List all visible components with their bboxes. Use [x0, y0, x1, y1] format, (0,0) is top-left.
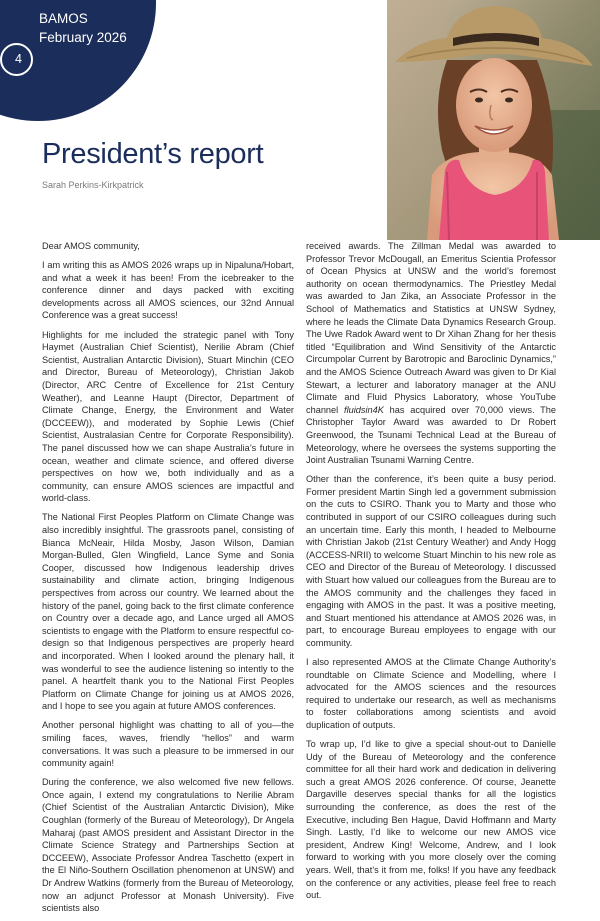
paragraph: I also represented AMOS at the Climate Change Authority’s roundtable on Climate Science and Modelling, where I advocated for the AMOS sciences and the resources required to undertake our research, as well as mechanisms to foster collaborations among scientists and avoid duplication of outputs.: [306, 657, 556, 730]
issue-date: February 2026: [39, 30, 127, 45]
paragraph: Dear AMOS community,: [42, 241, 140, 251]
page-number: 4: [0, 43, 33, 76]
author-name: Sarah Perkins-Kirkpatrick: [42, 180, 144, 190]
face-shape: [456, 58, 532, 152]
paragraph: Another personal highlight was chatting to all of you—the smiling faces, waves, friendly “hellos” and warm conversations. It was such a pleasure to be immersed in our community again!: [42, 720, 294, 769]
right-column: [306, 240, 556, 908]
paragraph: Other than the conference, it’s been quite a busy period. Former president Martin Singh led a government submission on the cuts to CSIRO. Thank you to Marty and those who contributed in support of our CSIRO colleagues during such an uncertain time. Early this month, I headed to Melbourne with Christian Jakob (21st Century Weather) and Andy Hogg (ACCESS-NRII) to welcome Stuart Minchin to his new role as CEO and Director of the Bureau of Meteorology. I discussed with Stuart how valued our colleagues from the Bureau are to the AMOS community and the challenges they faced in engaging with AMOS in the past. It was a positive meeting, and Stuart mentioned his attendance at AMOS 2026 was, in part, to encourage Bureau employees to engage with our community.: [306, 474, 556, 648]
org-name: BAMOS: [39, 11, 88, 26]
youtube-channel-name: fluidsin4K: [344, 404, 384, 415]
awards-text-start: received awards. The Zillman Medal was awarded to Professor Trevor McDougall, an Emeritus Scientia Professor of Ocean Physics at UNSW and the world’s foremost authority on ocean thermodynamics. The Priestley Medal was awarded to Jan Zika, an Associate Professor in the School of Mathematics and Statistics at UNSW Sydney, where he leads the Climate Data Dynamics Research Group. The Uwe Radok Award went to Dr Xihan Zhang for her thesis titled “Equilibration and Wind Sensitivity of the Antarctic Circumpolar Current by Barotropic and Baroclinic Dynamics,” and the AMOS Science Outreach Award was given to Dr Kial Stewart, a lecturer and laboratory manager at the ANU Climate and Fluid Physics Laboratory, whose YouTube channel: [306, 241, 556, 415]
paragraph: To wrap up, I’d like to give a special shout-out to Danielle Udy of the Bureau of Meteorology and the conference committee for all their hard work and dedication in delivering such a great AMOS 2026 conference. Of course, Jeanette Dargaville deserves special thanks for all the logistics surrounding the conference, as does the rest of the Executive, including Ben Hague, David Hoffmann and Marty Singh. Lastly, I’d like to welcome our new AMOS vice president, Andrew King! Welcome, Andrew, and I look forward to working with you more closely over the coming years. Well, that’s it from me, folks! If you have any feedback on the conference or any activities, please feel free to reach out.: [306, 739, 556, 901]
header-text: [39, 9, 127, 47]
portrait-illustration: [387, 0, 600, 240]
paragraph: I am writing this as AMOS 2026 wraps up in Nipaluna/Hobart, and what a week it has been! From the icebreaker to the conference dinner and days packed with exciting developments across all AMOS sciences, our 32nd Annual Conference was a great success!: [42, 260, 294, 321]
page-title: President’s report: [42, 138, 264, 170]
paragraph: During the conference, we also welcomed five new fellows. Once again, I extend my congratulations to Nerilie Abram (Chief Scientist of the Australian Antarctic Division), Mike Coughlan (formerly of the Bureau of Meteorology), Dr Angela Maharaj (past AMOS president and Assistant Director in the Climate Science Strategy and Partnerships Section at DCCEEW), Associate Professor Andrea Taschetto (expert in the El Niño-Southern Oscillation phenomenon at UNSW) and Dr Andrew Watkins (formerly from the Bureau of Meteorology, now an adjunct Professor at Monash University). Five scientists also: [42, 777, 294, 914]
paragraph-awards: [306, 240, 556, 467]
author-photo: [387, 0, 600, 240]
paragraph: The National First Peoples Platform on Climate Change was also incredibly insightful. The grassroots panel, consisting of Bianca McNeair, Hilda Mosby, Jason Wilson, Damian Morgan-Bulled, Glen Wingfield, Lance Syme and Sonia Cooper, discussed how Indigenous leadership drives sustainability and climate action, bringing Indigenous perspectives from across our country. We learned about the history of the panel, going back to the first climate conference on Country over a decade ago, and Lance urged all AMOS scientists to engage with the Platform to ensure respectful co-design so that Indigenous perspectives are properly heard and incorporated. When I looked around the plenary hall, it was wonderful to see the audience listening so intently to the panel. A heartfelt thank you to the National First Peoples Platform on Climate Change for joining us at AMOS 2026, and I hope to see you again at future AMOS conferences.: [42, 512, 294, 712]
awards-text-end: has acquired over 70,000 views. The Christopher Taylor Award was awarded to Dr Robert Greenwood, the Tsunami Technical Lead at the Bureau of Meteorology, where he oversees the systems supporting the Joint Australian Tsunami Warning Centre.: [306, 404, 556, 466]
paragraph: Highlights for me included the strategic panel with Tony Haymet (Australian Chief Scientist), Nerilie Abram (Chief Scientist, Australian Antarctic Division), Stuart Minchin (CEO and Director, Bureau of Meteorology), Christian Jakob (Director, ARC Centre of Excellence for 21st Century Weather), and Leanne Haupt (Director, Department of Climate Change, Energy, the Environment and Water (DCCEEW)), and moderated by Sophie Lewis (Chief Scientist, Australasian Centre for Corporate Responsibility). The panel discussed how we can shape Australia’s future in ocean, weather and climate science, and offered diverse perspectives on how we, both individually and as a community, can ensure AMOS sciences are impactful and world-class.: [42, 329, 294, 504]
left-column: [42, 240, 294, 921]
